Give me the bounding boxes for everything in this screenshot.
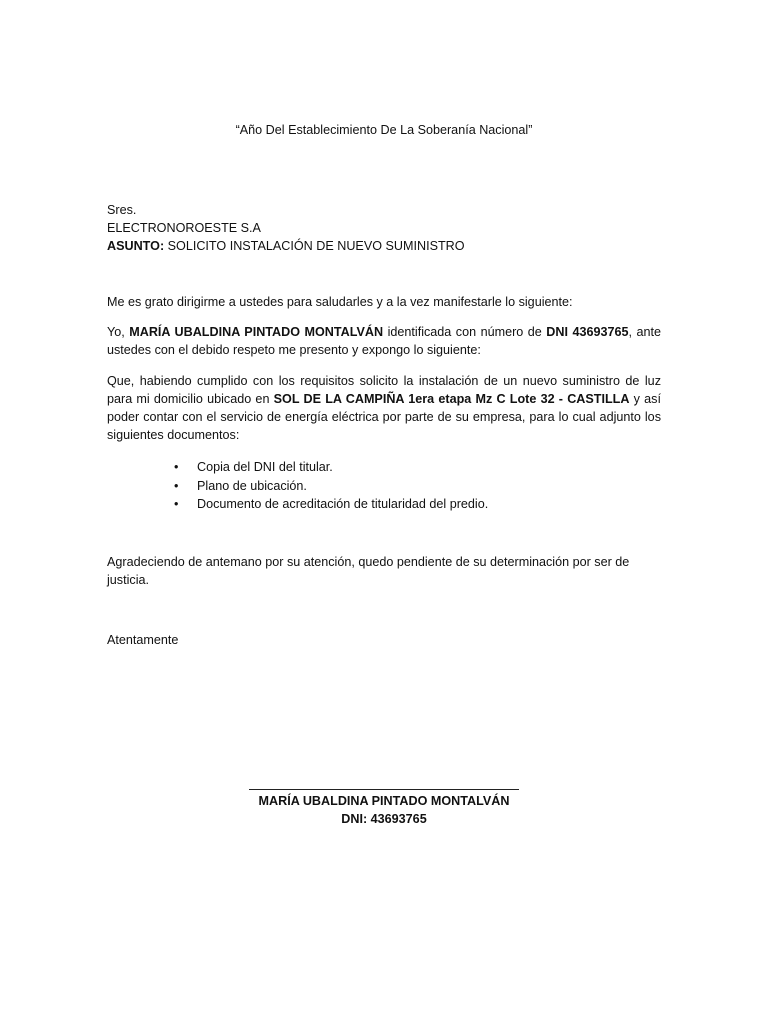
bullet-icon: • — [174, 497, 179, 511]
intro-prefix: Yo, — [107, 325, 130, 339]
company-name: ELECTRONOROESTE S.A — [107, 221, 261, 235]
closing-paragraph: Agradeciendo de antemano por su atención, quedo pendiente de su determinación por ser de justicia. — [107, 555, 630, 587]
header-motto: “Año Del Establecimiento De La Soberanía Nacional” — [235, 123, 533, 137]
applicant-dni: DNI 43693765 — [546, 325, 629, 339]
bullet-icon: • — [174, 460, 179, 474]
request-paragraph — [107, 372, 661, 444]
document-item: Plano de ubicación. — [197, 478, 307, 493]
intro-suffix: , ante ustedes con el debido respeto me presento y expongo lo siguiente: — [107, 325, 661, 357]
greeting-paragraph: Me es grato dirigirme a ustedes para saludarles y a la vez manifestarle lo siguiente: — [107, 295, 573, 309]
intro-paragraph — [107, 323, 661, 359]
list-item — [174, 458, 488, 477]
bullet-icon: • — [174, 478, 179, 493]
document-item: Documento de acreditación de titularidad del predio. — [197, 497, 489, 511]
intro-middle: identificada con número de — [383, 325, 547, 339]
subject-line — [107, 237, 667, 255]
list-item — [174, 477, 488, 496]
salutation: Sres. — [107, 203, 137, 217]
addressee-block — [107, 201, 667, 255]
request-prefix: Que, habiendo cumplido con los requisitos solicito la instalación de un nuevo suministro de luz para mi domicilio ubicado en — [107, 374, 661, 406]
supply-address: SOL DE LA CAMPIÑA 1era etapa Mz C Lote 32 - CASTILLA — [273, 392, 630, 406]
signatory-dni: DNI: 43693765 — [341, 812, 427, 826]
subject-label: ASUNTO: — [107, 239, 165, 253]
signature-line — [249, 776, 519, 790]
subject-text: SOLICITO INSTALACIÓN DE NUEVO SUMINISTRO — [164, 239, 465, 253]
farewell: Atentamente — [107, 633, 179, 647]
request-suffix: y así poder contar con el servicio de energía eléctrica por parte de su empresa, para lo cual adjunto los siguientes documentos: — [107, 392, 661, 442]
document-item: Copia del DNI del titular. — [197, 460, 333, 474]
signature-block — [249, 776, 519, 828]
list-item — [174, 495, 488, 514]
applicant-name: MARÍA UBALDINA PINTADO MONTALVÁN — [129, 325, 384, 339]
documents-list — [174, 458, 488, 514]
signatory-name: MARÍA UBALDINA PINTADO MONTALVÁN — [258, 794, 510, 808]
